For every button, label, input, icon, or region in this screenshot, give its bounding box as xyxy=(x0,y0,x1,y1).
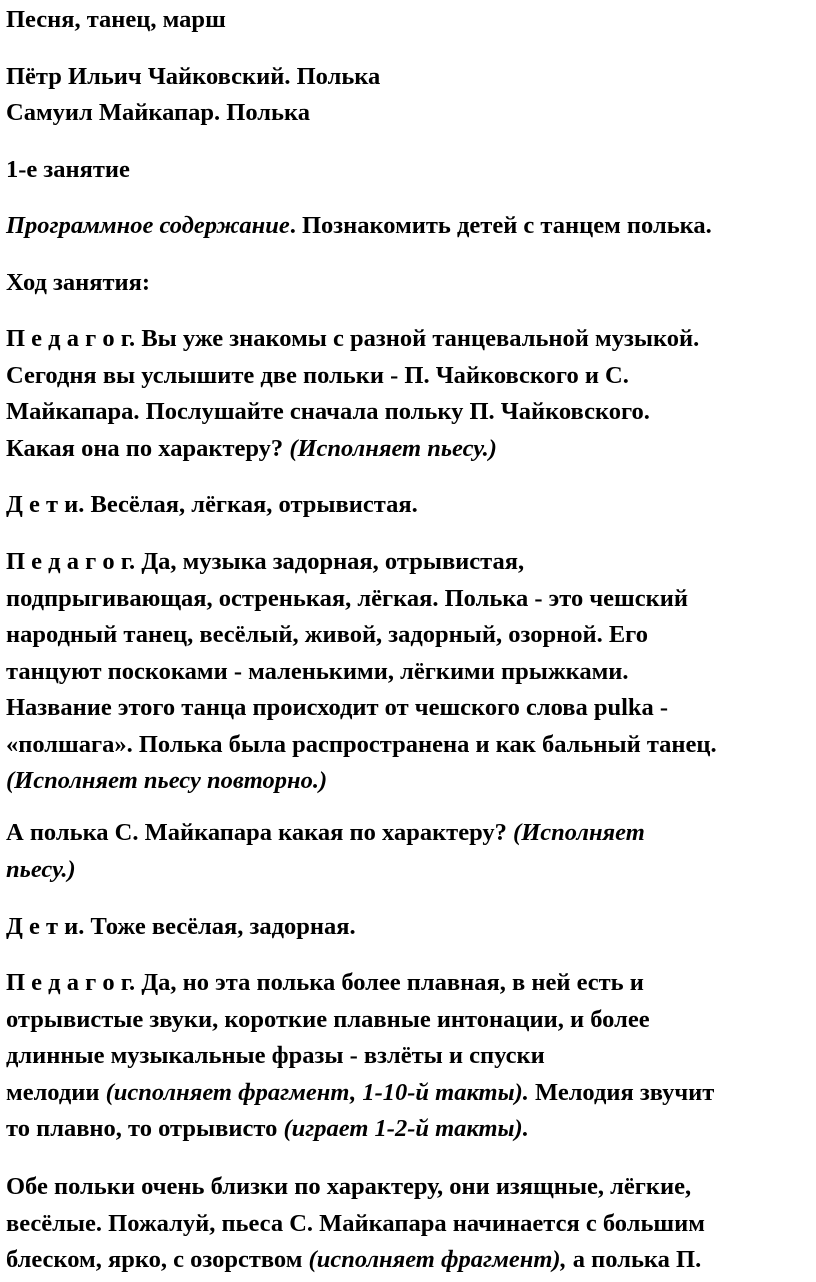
speaker-label: П е д а г о г. xyxy=(6,548,136,575)
stage-direction: (Исполняет xyxy=(513,819,645,846)
text-line xyxy=(6,1242,705,1279)
lesson-heading-text: 1-е занятие xyxy=(6,156,130,183)
stage-direction: (исполняет фрагмент, 1-10-й такты). xyxy=(105,1078,529,1106)
stage-direction: (играет 1-2-й такты). xyxy=(283,1115,529,1142)
paragraph-text: блеском, ярко, с озорством xyxy=(6,1246,309,1273)
text-line: Название этого танца происходит от чешского слова pulka - xyxy=(6,694,669,721)
text-line: народный танец, весёлый, живой, задорный, озорной. Его xyxy=(6,621,648,648)
text-line: Сегодня вы услышите две польки - П. Чайковского и С. xyxy=(6,361,629,389)
teacher-remark-1 xyxy=(6,321,699,467)
remark-text: мелодии xyxy=(6,1078,106,1106)
speaker-label: П е д а г о г. xyxy=(6,325,136,352)
text-line: весёлые. Пожалуй, пьеса С. Майкапара начинается с большим xyxy=(6,1209,705,1237)
text-line: танцуют поскоками - маленькими, лёгкими прыжками. xyxy=(6,657,629,685)
lesson-heading xyxy=(6,152,130,189)
text-line xyxy=(6,544,717,581)
stage-direction: (Исполняет пьесу повторно.) xyxy=(6,767,328,794)
teacher-remark-3 xyxy=(6,965,714,1148)
text-line: «полшага». Полька была распространена и как бальный танец. xyxy=(6,730,717,758)
stage-direction: (исполняет фрагмент), xyxy=(308,1246,567,1273)
answer-text: Тоже весёлая, задорная. xyxy=(84,913,356,940)
text-line xyxy=(6,321,699,358)
paragraph-text: а полька П. xyxy=(566,1246,702,1273)
closing-paragraph xyxy=(6,1169,705,1279)
course-heading xyxy=(6,265,150,302)
work-title-tchaikovsky: Пётр Ильич Чайковский. Полька xyxy=(6,63,381,90)
text-line xyxy=(6,815,645,852)
stage-direction: пьесу.) xyxy=(6,855,76,883)
program-content xyxy=(6,208,712,245)
work-title xyxy=(6,95,310,132)
text-line: длинные музыкальные фразы - взлёты и спуски xyxy=(6,1042,545,1069)
text-line xyxy=(6,1075,714,1112)
work-title-maykapar: Самуил Майкапар. Полька xyxy=(6,99,310,126)
stage-direction: (Исполняет пьесу.) xyxy=(289,434,497,462)
answer-text: Весёлая, лёгкая, отрывистая. xyxy=(84,491,418,518)
program-text: . Познакомить детей с танцем полька. xyxy=(289,212,712,239)
remark-text: Да, но эта полька более плавная, в ней есть и xyxy=(135,969,644,996)
speaker-label: Д е т и. xyxy=(6,913,85,940)
work-title xyxy=(6,59,380,96)
children-answer-2 xyxy=(6,909,356,946)
remark-text: Вы уже знакомы с разной танцевальной музыкой. xyxy=(135,325,700,352)
text-line: Обе польки очень близки по характеру, они изящные, лёгкие, xyxy=(6,1173,692,1200)
course-heading-text: Ход занятия: xyxy=(6,269,151,296)
text-line xyxy=(6,965,714,1002)
teacher-remark-2 xyxy=(6,544,717,800)
question-text: А полька С. Майкапара какая по характеру? xyxy=(6,819,514,846)
remark-text: Мелодия звучит xyxy=(528,1078,715,1106)
text-line: Майкапара. Послушайте сначала польку П. Чайковского. xyxy=(6,398,650,425)
text-line xyxy=(6,431,699,468)
remark-text: то плавно, то отрывисто xyxy=(6,1115,284,1142)
section-title xyxy=(6,2,226,39)
speaker-label: П е д а г о г. xyxy=(6,969,136,996)
children-answer-1 xyxy=(6,487,418,524)
speaker-label: Д е т и. xyxy=(6,491,85,518)
program-label: Программное содержание xyxy=(6,212,290,239)
text-line xyxy=(6,1111,714,1148)
text-line: отрывистые звуки, короткие плавные интонации, и более xyxy=(6,1005,650,1033)
remark-text: Какая она по характеру? xyxy=(6,434,290,462)
text-line: подпрыгивающая, остренькая, лёгкая. Полька - это чешский xyxy=(6,584,688,612)
teacher-question xyxy=(6,815,645,888)
section-title-text: Песня, танец, марш xyxy=(6,6,226,33)
remark-text: Да, музыка задорная, отрывистая, xyxy=(135,548,525,575)
